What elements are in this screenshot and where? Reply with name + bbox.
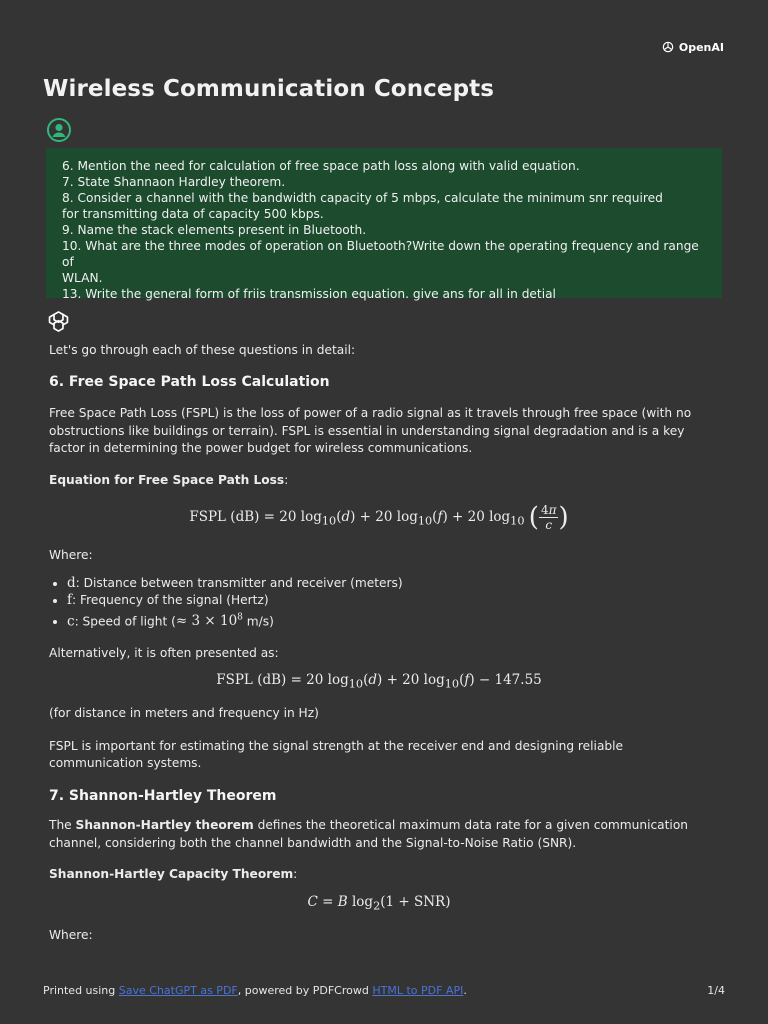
fspl-equation: FSPL (dB) = 20 $\log_{10}(d) + 20$ $\log_{10}(f) + 20$ $\log_{10}$ ( $\frac{4\pi}{c}$ ) [189, 502, 569, 533]
shannon-equation: C = B $\log_2(1 + SNR)$ [307, 893, 451, 913]
chatgpt-logo-icon [46, 309, 71, 334]
page-number: 1/4 [707, 984, 725, 997]
variable-list [49, 575, 709, 631]
footer [43, 984, 725, 997]
openai-brand [661, 40, 724, 54]
prompt-line: 6. Mention the need for calculation of free space path loss along with valid equation. [62, 159, 580, 173]
prompt-line: 7. State Shannaon Hardley theorem. [62, 175, 286, 189]
prompt-line: 9. Name the stack elements present in Bluetooth. [62, 223, 367, 237]
user-prompt [46, 148, 722, 301]
section-heading: 7. Shannon-Hartley Theorem [49, 787, 277, 804]
brand-name: OpenAI [678, 40, 724, 54]
prompt-line: 13. Write the general form of friis transmission equation. give ans for all in detial [62, 287, 556, 301]
equation-label: Shannon-Hartley Capacity Theorem: [49, 867, 298, 882]
user-avatar-icon [47, 118, 71, 142]
equation-label: Equation for Free Space Path Loss: [49, 472, 289, 487]
section-heading: 6. Free Space Path Loss Calculation [49, 373, 330, 390]
paragraph: The Shannon-Hartley theorem defines the theoretical maximum data rate for a given communication channel, considering both the channel bandwidth and the Signal-to-Noise Ratio (SNR). [49, 818, 688, 850]
html-to-pdf-link[interactable]: HTML to PDF API [372, 984, 464, 997]
save-chatgpt-link[interactable]: Save ChatGPT as PDF [118, 984, 238, 997]
page-title: Wireless Communication Concepts [43, 76, 495, 102]
prompt-line: 8. Consider a channel with the bandwidth capacity of 5 mbps, calculate the minimum snr required for transmitting data of capacity 500 kbps. [62, 191, 663, 221]
openai-logo-icon [661, 40, 675, 54]
assistant-answer [49, 342, 709, 944]
where-label: Where: [49, 927, 93, 942]
paragraph: FSPL is important for estimating the signal strength at the receiver end and designing reliable communication systems. [49, 738, 624, 771]
where-label: Where: [49, 548, 93, 562]
footer-credit: Printed using Save ChatGPT as PDF, powered by PDFCrowd HTML to PDF API. [43, 984, 467, 997]
answer-intro: Let's go through each of these questions in detail: [49, 343, 356, 357]
fspl-alt-equation: FSPL (dB) = 20 $\log_{10}(d) + 20$ $\log_{10}(f) - 147.55$ [216, 672, 542, 691]
list-item: • d: Distance between transmitter and receiver (meters) [67, 575, 709, 593]
paragraph: (for distance in meters and frequency in Hz) [49, 706, 319, 721]
paragraph: Alternatively, it is often presented as: [49, 645, 279, 660]
list-item: • c: Speed of light (≈ $3 \times 10^8$ m/s) [67, 610, 709, 631]
list-item: • f: Frequency of the signal (Hertz) [67, 592, 709, 610]
paragraph: Free Space Path Loss (FSPL) is the loss of power of a radio signal as it travels through free space (with no obstructions like buildings or terrain). FSPL is essential in understanding signal degradation and is a key factor in determining the power budget for wireless communications. [49, 406, 692, 455]
prompt-line: 10. What are the three modes of operation on Bluetooth?Write down the operating frequency and range of WLAN. [62, 239, 699, 285]
